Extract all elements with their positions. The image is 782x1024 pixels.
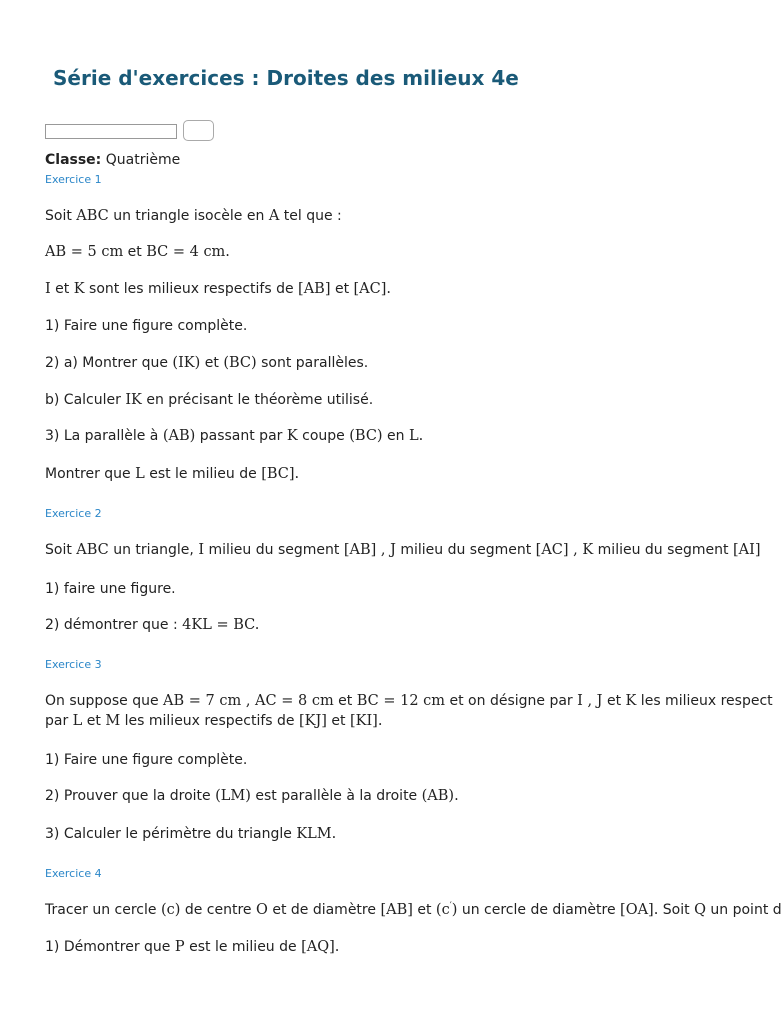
exercise-line [45, 390, 734, 410]
text-run: est le milieu de [184, 939, 302, 955]
math-expression: (c) [160, 902, 181, 918]
text-run: Soit [45, 208, 77, 224]
text-run: sont les milieux respectifs de [84, 281, 299, 297]
classe-label: Classe: [45, 152, 102, 168]
exercise-line [45, 242, 734, 262]
text-run: Montrer que [45, 466, 136, 482]
page-title: Série d'exercices : Droites des milieux 4e [53, 66, 519, 90]
text-run: Soit [658, 902, 695, 918]
math-expression: (BC) [349, 428, 383, 444]
math-expression: [AI] [732, 542, 761, 558]
math-expression: [KI]. [349, 713, 383, 729]
exercise-line [45, 464, 734, 484]
text-run: et [50, 281, 74, 297]
exercise-line [45, 353, 734, 373]
text-run: tel que : [279, 208, 342, 224]
math-expression: IK [125, 392, 142, 408]
exercise-heading: Exercice 1 [45, 173, 102, 186]
text-run: 1) Démontrer que [45, 939, 175, 955]
math-expression: [OA]. [620, 902, 659, 918]
math-expression: (c [435, 902, 450, 918]
math-expression: Q [694, 902, 706, 918]
math-expression: BC = 4 cm. [146, 244, 230, 260]
math-expression: A [268, 208, 280, 224]
text-run: b) Calculer [45, 392, 126, 408]
exercise-line [45, 937, 734, 957]
text-run: et [412, 902, 436, 918]
text-run: en [382, 428, 409, 444]
math-expression: I [45, 281, 51, 297]
text-run: et [200, 355, 224, 371]
text-run: en précisant le théorème utilisé. [141, 392, 374, 408]
exercise-line [45, 900, 782, 920]
math-expression: I , J [577, 693, 603, 709]
text-run: 3) La parallèle à [45, 428, 163, 444]
text-run: les milieux respect [636, 693, 773, 709]
text-run: 3) Calculer le périmètre du triangle [45, 826, 297, 842]
search-input[interactable] [45, 124, 177, 139]
text-run: 2) a) Montrer que [45, 355, 173, 371]
text-run: 2) Prouver que la droite [45, 788, 216, 804]
math-expression: (AB). [421, 788, 459, 804]
exercise-line [45, 750, 734, 770]
text-run: passant par [195, 428, 287, 444]
text-run: est parallèle à la droite [250, 788, 422, 804]
exercise-line [45, 824, 734, 844]
exercise-line [45, 711, 734, 731]
math-expression: K [625, 693, 637, 709]
text-run: 1) Faire une figure complète. [45, 318, 248, 334]
math-superscript: ′ [449, 901, 452, 912]
math-expression: [AQ]. [301, 939, 340, 955]
search-button[interactable] [183, 120, 214, 141]
math-expression: (BC) [223, 355, 257, 371]
math-expression: I [198, 542, 205, 558]
math-expression: (IK) [172, 355, 201, 371]
exercise-content [45, 150, 782, 957]
math-expression: 4KL = BC. [182, 617, 260, 633]
math-expression: ) [451, 902, 458, 918]
math-expression: [BC]. [261, 466, 300, 482]
math-expression: K [286, 428, 298, 444]
text-run: et [123, 244, 147, 260]
text-run: milieu du segment [204, 542, 344, 558]
text-run: un point d [705, 902, 782, 918]
text-run: un cercle de diamètre [457, 902, 621, 918]
text-run: milieu du segment [593, 542, 733, 558]
math-expression: KLM. [296, 826, 337, 842]
math-expression: L. [408, 428, 424, 444]
math-expression: [KJ] [298, 713, 327, 729]
text-run: coupe [297, 428, 350, 444]
text-run: 2) démontrer que : [45, 617, 183, 633]
exercise-line [45, 615, 734, 635]
exercise-line [45, 540, 761, 560]
math-expression: M [105, 713, 121, 729]
text-run: et [333, 693, 357, 709]
text-run: et [326, 713, 350, 729]
text-run: On suppose que [45, 693, 164, 709]
text-run: et [330, 281, 354, 297]
math-expression: AB = 7 cm , AC = 8 cm [163, 693, 334, 709]
math-expression: [AC] , K [535, 542, 594, 558]
text-run: et [82, 713, 106, 729]
classe-value: Quatrième [105, 152, 181, 168]
exercise-line [45, 316, 734, 336]
text-run: Tracer un cercle [45, 902, 161, 918]
text-run: 1) faire une figure. [45, 581, 176, 597]
exercise-line [45, 786, 734, 806]
math-expression: L [72, 713, 83, 729]
math-expression: L [135, 466, 145, 482]
math-expression: BC = 12 cm [356, 693, 446, 709]
math-expression: AB = 5 cm [45, 244, 124, 260]
exercise-list [45, 172, 782, 957]
text-run: et [602, 693, 626, 709]
text-run: sont parallèles. [256, 355, 369, 371]
math-expression: ABC [76, 208, 109, 224]
math-expression: ABC [76, 542, 109, 558]
math-expression: (AB) [162, 428, 196, 444]
text-run: est le milieu de [144, 466, 262, 482]
exercise-line [45, 206, 734, 226]
text-run: Soit [45, 542, 77, 558]
text-run: un triangle, [108, 542, 199, 558]
exercise-heading: Exercice 3 [45, 658, 102, 671]
exercise-heading: Exercice 4 [45, 867, 102, 880]
classe-line [45, 150, 734, 170]
exercise-line [45, 426, 734, 446]
math-expression: [AB] [380, 902, 413, 918]
math-expression: P [174, 939, 185, 955]
exercise-line [45, 691, 773, 711]
math-expression: K [73, 281, 85, 297]
math-expression: [AB] [298, 281, 331, 297]
math-expression: (LM) [215, 788, 251, 804]
text-run: les milieux respectifs de [120, 713, 299, 729]
math-expression: [AC]. [353, 281, 392, 297]
text-run: par [45, 713, 73, 729]
text-run: un triangle isocèle en [108, 208, 269, 224]
exercise-line [45, 279, 734, 299]
text-run: 1) Faire une figure complète. [45, 752, 248, 768]
exercise-heading: Exercice 2 [45, 507, 102, 520]
text-run: milieu du segment [395, 542, 536, 558]
math-expression: O [255, 902, 268, 918]
text-run: de centre [180, 902, 256, 918]
math-expression: [AB] , J [343, 542, 396, 558]
exercise-line [45, 579, 734, 599]
text-run: et on désigne par [445, 693, 578, 709]
text-run: et de diamètre [267, 902, 381, 918]
